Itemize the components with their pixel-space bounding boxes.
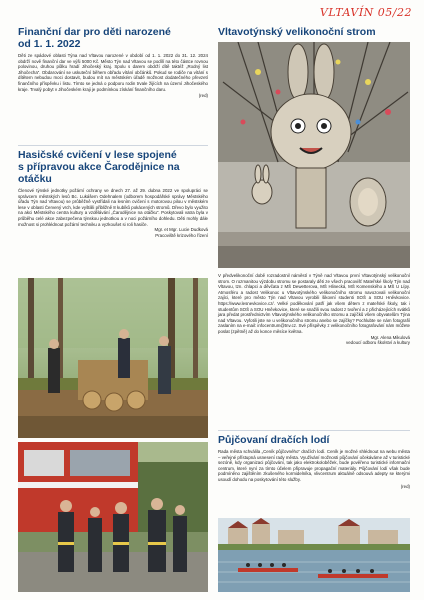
divider	[218, 430, 410, 431]
article-title: Vltavotýnský velikonoční strom	[218, 26, 376, 38]
article-text: Rada města schválila „Ceník půjčovného“ dračích lodí. Ceník je možné shlédnout na webu města – veřejné přístupná usnesení rady města. Využívání možnosti půjčování očekáváme až v turistické sezóně, kdy organizaci půjčování, tak jako elektrokoloběžek, bude pověřeno turistické informační centrum, které nyní za tímto účelem připravuje propagační materiály. Půjčování lodí však bude podmíněno zajištěním zkušeného kormidelníka, vlivcentrum aktuálně odsouvá adepty se kterými usoudí dohodu na poskytování této služby.	[218, 449, 410, 482]
divider	[18, 145, 208, 146]
article-title-line2: od 1. 1. 2022	[18, 38, 81, 50]
dragon-boats-photo	[218, 518, 410, 592]
article-text: Členové týnské jednotky požární ochrany ve dnech 27. až 29. dubna 2022 ve spolupráci se správcem městských lesů Bc. Lukášem Odehnalem (odborem hospodářské správy Městského úřadu Týn nad Vltavou) se průběžně vystřídali na lesním cvičení s motorovou pilou v městském lese v oblasti Červený vrch, kde vyštilili přibližně 8 kubíků pokácených stromů. Dřevo bylo využito na akci Městského centra kultury a vzdělávání „Čarodějnice na otáčku“. Poskytovali vatra byla v průběhu celé akce zabezpečena týnskou jednotkou a v noci požárního dohledu. Děti mohly dále možnost si prohlédnout požární techniku a vyzkoušet si roli hasiče.	[18, 188, 208, 227]
article-financni-dar	[18, 26, 208, 98]
signature-name: Mgr. Alena Mikulová	[370, 334, 410, 340]
firefighter-truck-photo	[18, 442, 208, 592]
article-title-line2: s přípravou akce Čarodějnice na otáčku	[18, 161, 180, 185]
easter-tree-photo	[218, 42, 410, 268]
article-title: Půjčovaní dračích lodí	[218, 434, 330, 446]
article-draci-lode	[218, 434, 410, 489]
forest-firefighters-photo	[18, 278, 208, 438]
article-velikonocni-strom	[218, 273, 410, 346]
article-text: V předvelikonoční době rozradostnil náměstí v Týně nad Vltavou první Vltavotýnský velikonoční strom. O rozmanitou výzdobu stromu se postaraly děti ze všech pracovišť Mateřské školy Týn nad Vltavou, tzn. chlapci a děvčata z MŠ Dewetterova, MŠ Hlinecká, MŠ Komenského a MŠ U Lípy. Atmosféru a radost Velikonoc u Vltavotýnského velikonočního stromu navozovali velikonoční zajíci, které pro město Týn nad Vltavou vyrobili šikovní studenti SOŠ a SOU Hněvkovice. https://www.lesnevkovice.cz/. Velké poděkování patří jak všem dětem z mateřské školy, tak i studentům SOŠ a SOU Hněvkovice, které se snažili svou radost z tvoření a z přicházejících svátků jara předat prostřednictvím Vltavotýnského velikonočního stromu a zajíčků všem obyvatelům Týna nad Vltavou. Vyfotili jste se u velikonočního stromu anebo se zajíčky? Pochlubte se nám fotografií zaslaním na e-mail: infocentrum@tnv.cz. Své příspěvky z velikonočního fotografování nám můžete poslat (zpětně) až do konce měsíce května.	[218, 273, 410, 334]
signature-role: Pracoviště krizového řízení	[155, 232, 208, 238]
article-redakce: (red)	[198, 93, 208, 99]
signature-role: vedoucí odboru školství a kultury	[346, 340, 410, 346]
issue-stamp: VLTAVÍN 05/22	[319, 6, 412, 19]
article-title-line1: Finanční dar pro děti narozené	[18, 26, 171, 38]
signature-name: Mgr. et Mgr. Lucie Dudková	[154, 227, 208, 233]
article-text: Děti ze spádové oblasti Týna nad Vltavou narozené v období od 1. 1. 2022 do 31. 12. 2024 obdrží nově finanční dar ve výši 5000 Kč. Město Týn nad Vltavou se podílí na této částce rovnou polovinou, druhou půlku hradí Jihočeský kraj. Spolu s darem obdrží dítě taktéž „Rodný list Jihočecha“. Obdarování se uskuteční během obřadu vítání občánků. Pokud se rodiče na vítání s dítětem nebudou moci dostavit, budou mít na městském úřadě možnost dodatečného převzetí finančního příspěvku i listu. Tímto se jedná o podporu rodin trvale žijících na území Jihočeského kraje. Trvalý pobyt v Jihočeském kraji je podmínkou získání finančního daru.	[18, 53, 208, 92]
article-hasicske-cviceni	[18, 149, 208, 238]
article-title-line1: Hasičské cvičení v lese spojené	[18, 149, 177, 161]
article-velikonocni-strom-heading	[218, 26, 410, 38]
article-redakce: (red)	[400, 483, 410, 489]
